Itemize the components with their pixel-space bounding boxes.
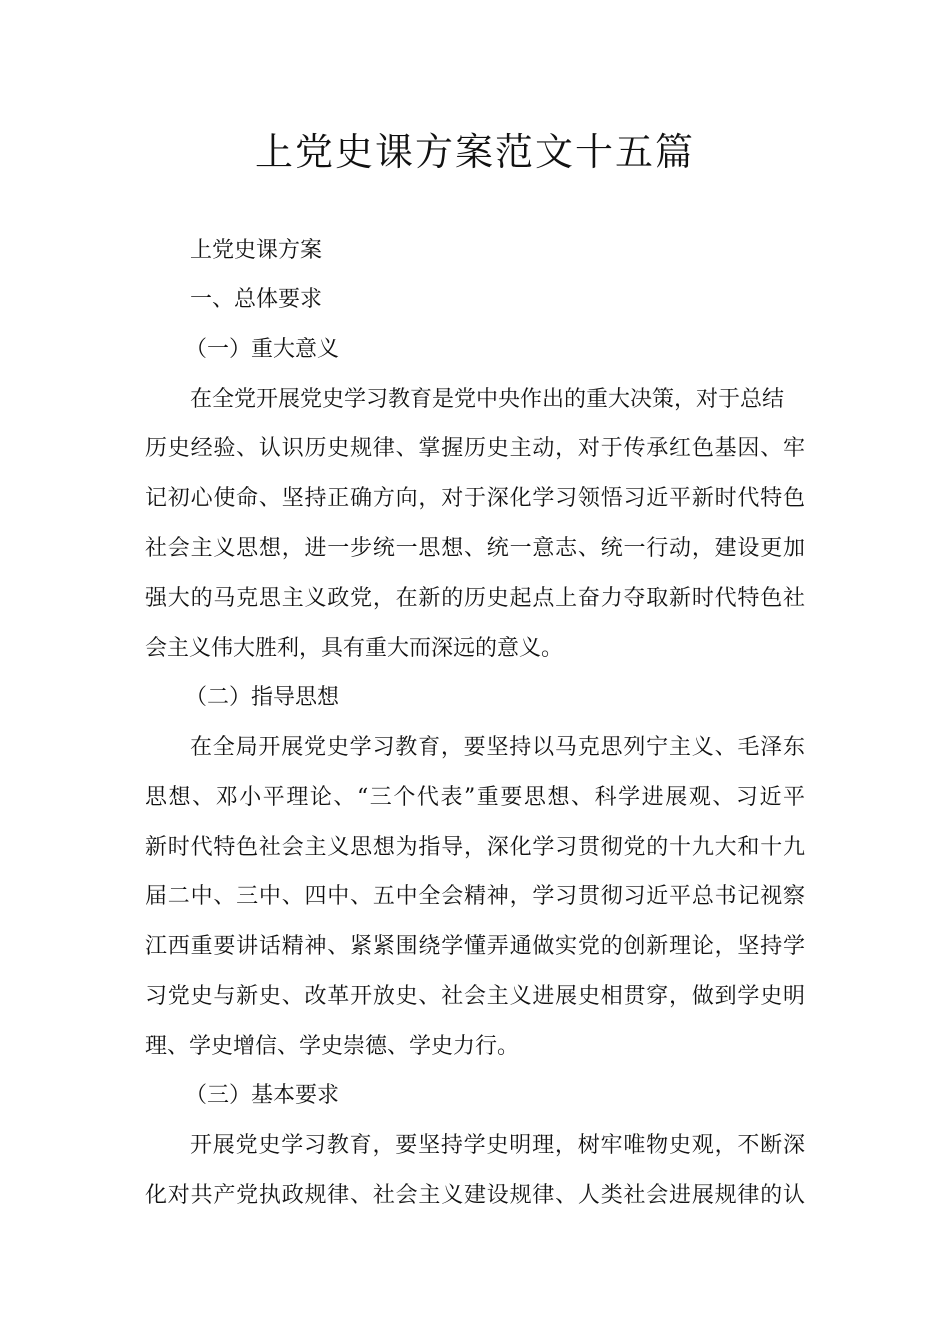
- paragraph-line: 习党史与新史、改革开放史、社会主义进展史相贯穿，做到学史明: [145, 984, 805, 1009]
- paragraph-line: 会主义伟大胜利，具有重大而深远的意义。: [145, 636, 564, 661]
- paragraph-line: 开展党史学习教育，要坚持学史明理，树牢唯物史观，不断深: [190, 1133, 805, 1158]
- subsection-heading: （一）重大意义: [185, 337, 340, 362]
- paragraph-line: 化对共产党执政规律、社会主义建设规律、人类社会进展规律的认: [145, 1183, 805, 1208]
- paragraph-line: 社会主义思想，进一步统一思想、统一意志、统一行动，建设更加: [145, 536, 805, 561]
- paragraph-line: 在全党开展党史学习教育是党中央作出的重大决策，对于总结: [190, 387, 785, 412]
- document-heading: 上党史课方案: [190, 238, 323, 263]
- paragraph-line: 思想、邓小平理论、“三个代表”重要思想、科学进展观、习近平: [145, 785, 805, 810]
- paragraph-line: 届二中、三中、四中、五中全会精神，学习贯彻习近平总书记视察: [145, 884, 805, 909]
- paragraph-line: 历史经验、认识历史规律、掌握历史主动，对于传承红色基因、牢: [145, 436, 805, 461]
- section-heading: 一、总体要求: [190, 287, 323, 312]
- paragraph-line: 新时代特色社会主义思想为指导，深化学习贯彻党的十九大和十九: [145, 835, 805, 860]
- subsection-heading: （三）基本要求: [185, 1083, 340, 1108]
- paragraph-line: 强大的马克思主义政党，在新的历史起点上奋力夺取新时代特色社: [145, 586, 805, 611]
- paragraph-line: 江西重要讲话精神、紧紧围绕学懂弄通做实党的创新理论，坚持学: [145, 934, 805, 959]
- document-title: 上党史课方案范文十五篇: [254, 130, 695, 174]
- paragraph-line: 理、学史增信、学史崇德、学史力行。: [145, 1034, 520, 1059]
- subsection-heading: （二）指导思想: [185, 685, 340, 710]
- paragraph-line: 记初心使命、坚持正确方向，对于深化学习领悟习近平新时代特色: [145, 486, 805, 511]
- paragraph-line: 在全局开展党史学习教育，要坚持以马克思列宁主义、毛泽东: [190, 735, 805, 760]
